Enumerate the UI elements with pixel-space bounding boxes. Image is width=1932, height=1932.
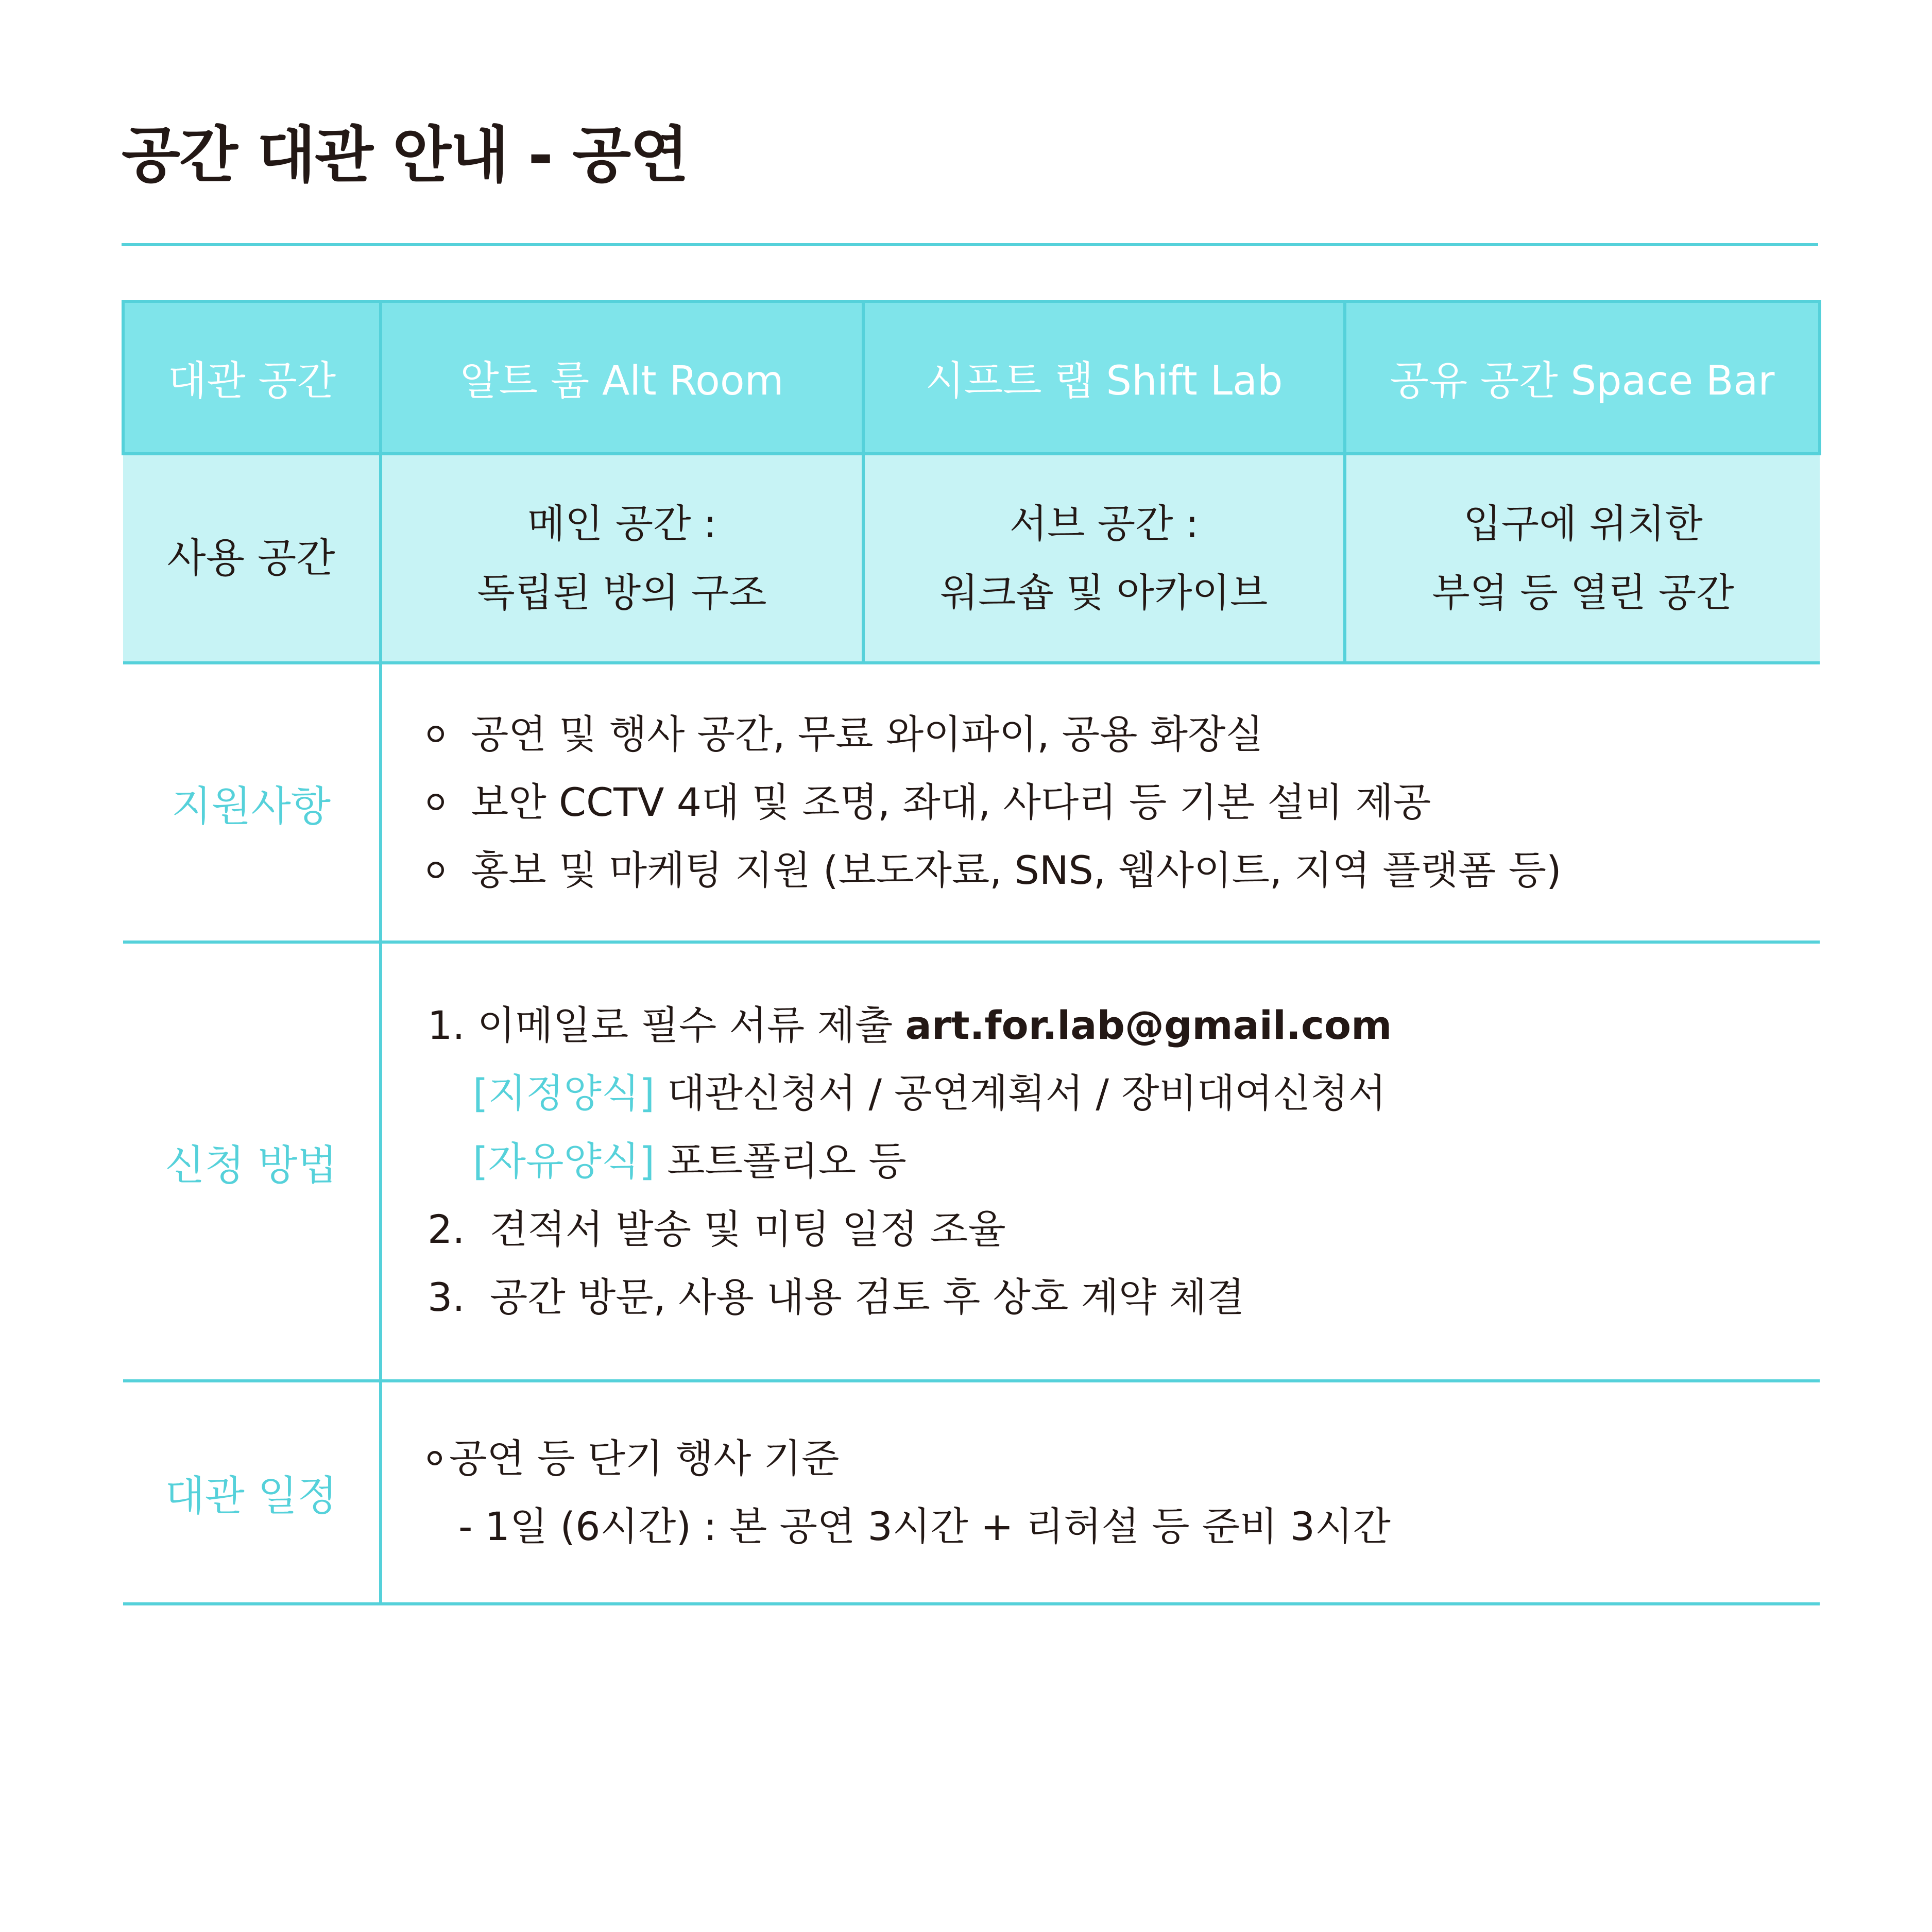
- use-space-space-bar: [1345, 454, 1820, 663]
- free-form-tag: [자유양식]: [473, 1138, 655, 1184]
- rental-info-table: [122, 300, 1821, 1605]
- support-label: 지원사항: [123, 663, 381, 942]
- support-item: 공연 및 행사 공간, 무료 와이파이, 공용 화장실: [428, 700, 1820, 768]
- contact-email[interactable]: art.for.lab@gmail.com: [905, 1002, 1392, 1048]
- use-space-row: [123, 454, 1820, 663]
- apply-free-forms: [자유양식] 포트폴리오 등: [473, 1138, 907, 1184]
- bullet-icon: [428, 794, 444, 810]
- schedule-content: [381, 1381, 1820, 1604]
- use-space-shift-lab: [863, 454, 1345, 663]
- page-title: 공간 대관 안내 - 공연: [122, 119, 688, 191]
- apply-row: [123, 942, 1820, 1381]
- use-space-space-bar-line2: 부엌 등 열린 공간: [1432, 570, 1734, 615]
- apply-fixed-forms: [지정양식] 대관신청서 / 공연계획서 / 장비대여신청서: [473, 1070, 1387, 1116]
- apply-step-1: 1. 이메일로 필수 서류 제출 art.for.lab@gmail.com: [428, 1002, 1392, 1048]
- use-space-space-bar-line1: 입구에 위치한: [1463, 501, 1703, 546]
- support-item: 보안 CCTV 4대 및 조명, 좌대, 사다리 등 기본 설비 제공: [428, 768, 1820, 836]
- apply-step-3: 3. 공간 방문, 사용 내용 검토 후 상호 계약 체결: [428, 1274, 1245, 1320]
- bullet-icon: [428, 862, 444, 878]
- use-space-label: 사용 공간: [123, 454, 381, 663]
- header-space-bar: 공유 공간 Space Bar: [1345, 301, 1820, 454]
- title-divider: [122, 243, 1818, 246]
- bullet-icon: [428, 726, 444, 742]
- apply-label: 신청 방법: [123, 942, 381, 1381]
- schedule-item: 공연 등 단기 행사 기준: [428, 1425, 1820, 1493]
- bullet-icon: [428, 1451, 442, 1465]
- apply-content: [381, 942, 1820, 1381]
- schedule-label: 대관 일정: [123, 1381, 381, 1604]
- use-space-shift-lab-line2: 워크숍 및 아카이브: [940, 570, 1268, 615]
- support-item: 홍보 및 마케팅 지원 (보도자료, SNS, 웹사이트, 지역 플랫폼 등): [428, 836, 1820, 904]
- support-row: [123, 663, 1820, 942]
- fixed-form-tag: [지정양식]: [473, 1070, 655, 1116]
- support-content: [381, 663, 1820, 942]
- header-row: [123, 301, 1820, 454]
- header-shift-lab: 시프트 랩 Shift Lab: [863, 301, 1345, 454]
- apply-step-2: 2. 견적서 발송 및 미팅 일정 조율: [428, 1206, 1006, 1252]
- header-label: 대관 공간: [123, 301, 381, 454]
- use-space-alt-room: [381, 454, 863, 663]
- use-space-shift-lab-line1: 서브 공간 :: [1009, 501, 1199, 546]
- use-space-alt-room-line2: 독립된 방의 구조: [477, 570, 767, 615]
- header-alt-room: 알트 룸 Alt Room: [381, 301, 863, 454]
- use-space-alt-room-line1: 메인 공간 :: [527, 501, 717, 546]
- schedule-detail: - 1일 (6시간) : 본 공연 3시간 + 리허설 등 준비 3시간: [458, 1503, 1391, 1549]
- schedule-row: [123, 1381, 1820, 1604]
